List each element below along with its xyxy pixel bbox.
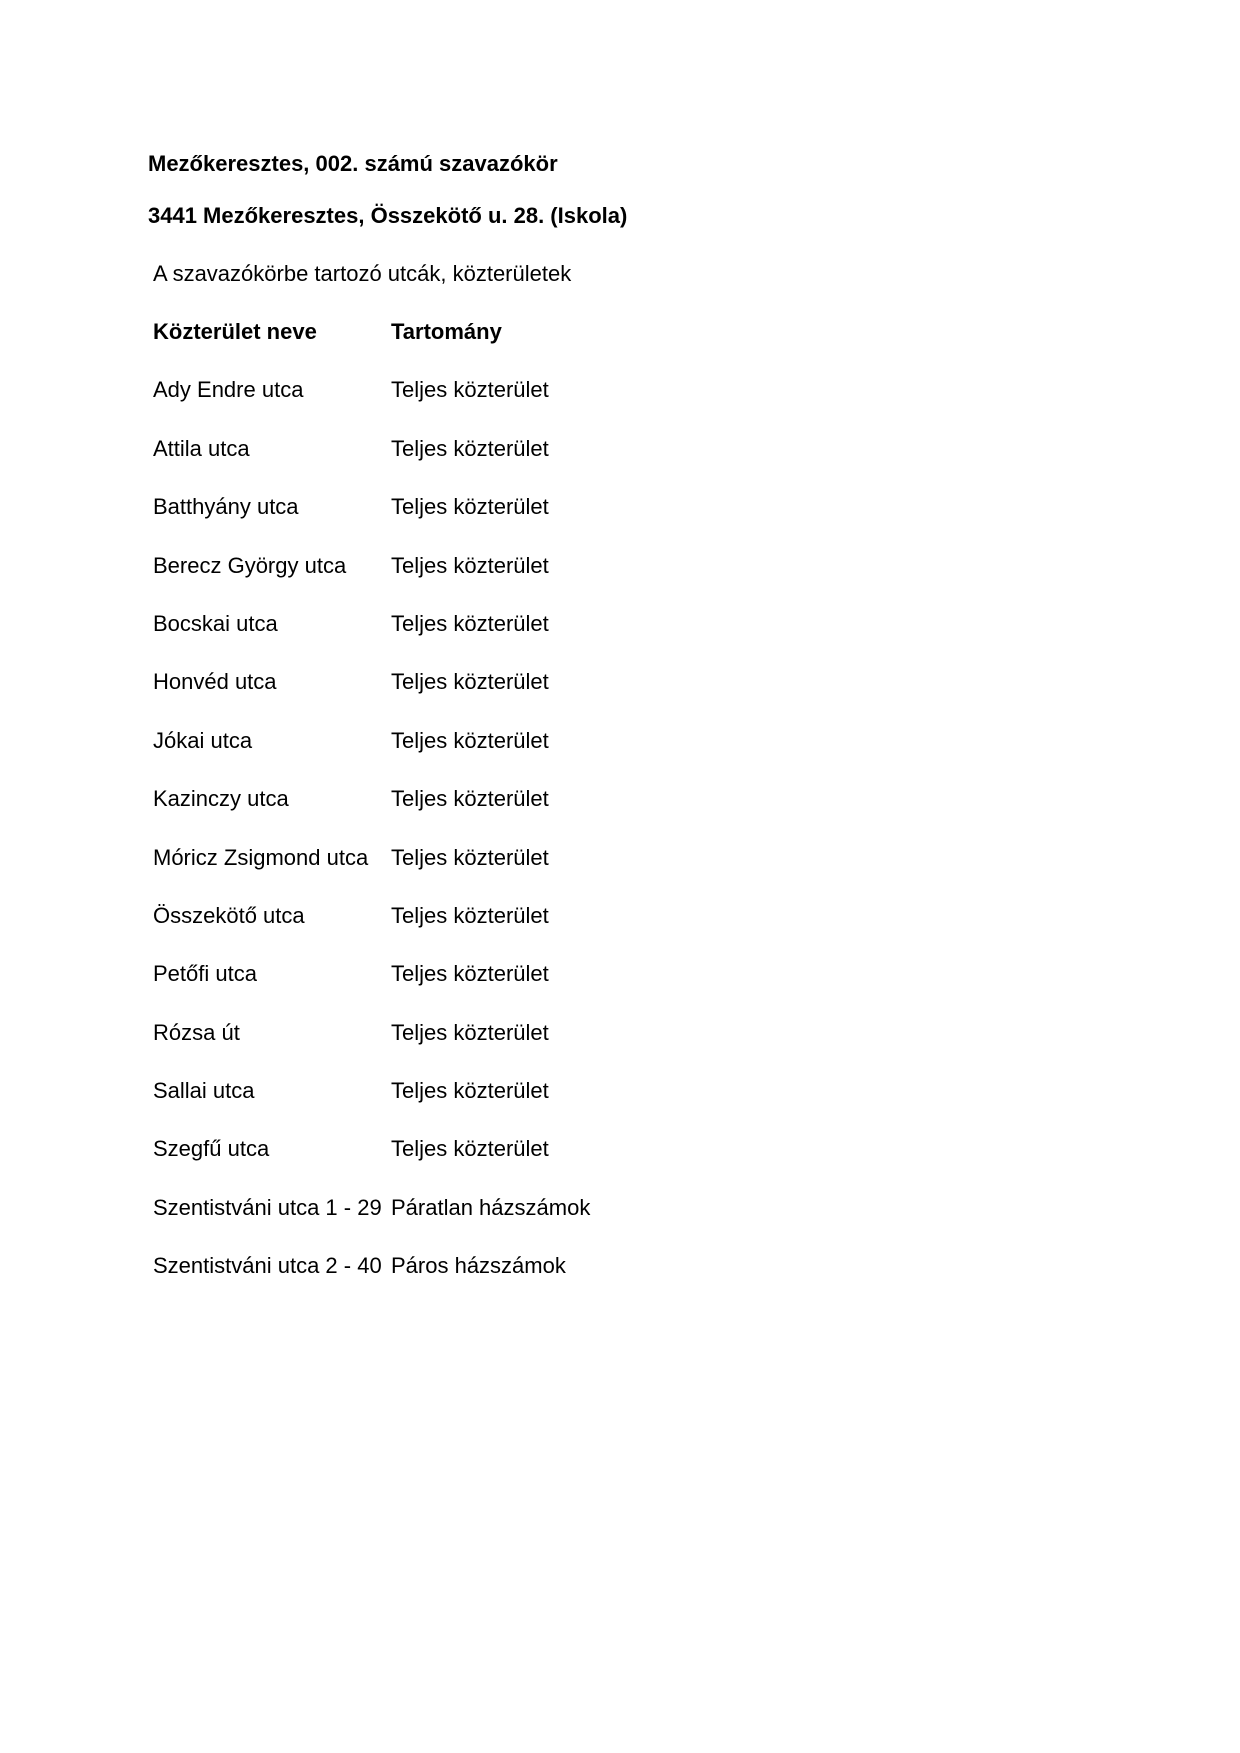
streets-table [153, 318, 653, 1311]
street-range: Teljes közterület [391, 1019, 549, 1045]
table-row [153, 1019, 653, 1077]
street-name: Szegfű utca [153, 1136, 270, 1162]
table-header-row [153, 318, 653, 376]
street-range: Páros házszámok [391, 1253, 566, 1279]
table-row [153, 1194, 653, 1252]
intro-text: A szavazókörbe tartozó utcák, közterületek [153, 261, 572, 286]
street-name: Összekötő utca [153, 902, 305, 928]
street-range: Teljes közterület [391, 669, 549, 695]
street-range: Teljes közterület [391, 786, 549, 812]
street-range: Teljes közterület [391, 1078, 549, 1104]
table-row [153, 435, 653, 493]
street-name: Sallai utca [153, 1078, 255, 1104]
polling-station-address: 3441 Mezőkeresztes, Összekötő u. 28. (Iskola) [148, 203, 628, 228]
table-row [153, 493, 653, 551]
table-row [153, 902, 653, 960]
table-row [153, 844, 653, 902]
street-name: Kazinczy utca [153, 786, 289, 812]
street-name: Rózsa út [153, 1019, 240, 1045]
table-row [153, 552, 653, 610]
street-range: Páratlan házszámok [391, 1194, 591, 1220]
street-name: Szentistváni utca 2 - 40 [153, 1253, 382, 1279]
document-title: Mezőkeresztes, 002. számú szavazókör [148, 151, 558, 176]
street-name: Móricz Zsigmond utca [153, 844, 369, 870]
table-row [153, 1077, 653, 1135]
street-name: Attila utca [153, 435, 250, 461]
table-row [153, 1135, 653, 1193]
street-range: Teljes közterület [391, 377, 549, 403]
street-name: Ady Endre utca [153, 377, 304, 403]
street-name: Honvéd utca [153, 669, 277, 695]
street-range: Teljes közterület [391, 727, 549, 753]
table-row [153, 727, 653, 785]
column-header-range: Tartomány [391, 319, 502, 344]
table-row [153, 610, 653, 668]
street-range: Teljes közterület [391, 552, 549, 578]
table-row [153, 376, 653, 434]
street-name: Batthyány utca [153, 494, 299, 520]
street-range: Teljes közterület [391, 435, 549, 461]
table-row [153, 1252, 653, 1310]
street-range: Teljes közterület [391, 1136, 549, 1162]
column-header-name: Közterület neve [153, 319, 317, 344]
street-name: Petőfi utca [153, 961, 257, 987]
table-row [153, 960, 653, 1018]
street-name: Bocskai utca [153, 610, 278, 636]
street-range: Teljes közterület [391, 610, 549, 636]
table-row [153, 668, 653, 726]
table-row [153, 785, 653, 843]
street-name: Berecz György utca [153, 552, 347, 578]
street-range: Teljes közterület [391, 844, 549, 870]
street-range: Teljes közterület [391, 961, 549, 987]
street-range: Teljes közterület [391, 494, 549, 520]
street-range: Teljes közterület [391, 902, 549, 928]
street-name: Jókai utca [153, 727, 253, 753]
street-name: Szentistváni utca 1 - 29 [153, 1194, 382, 1220]
